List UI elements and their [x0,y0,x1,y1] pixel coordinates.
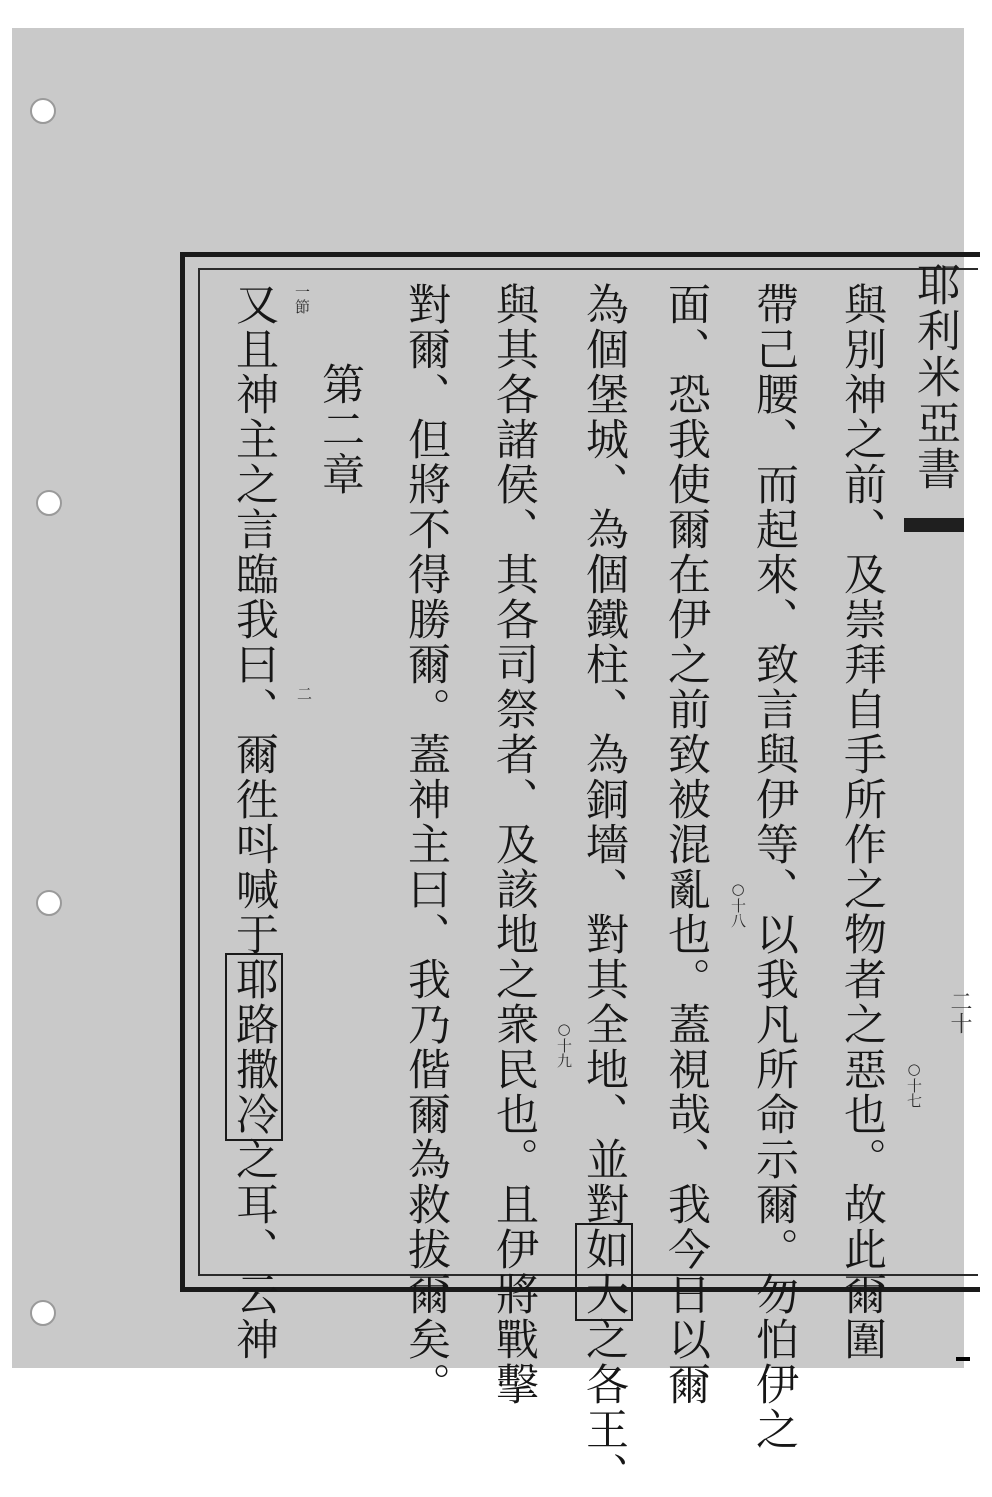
binder-hole [36,890,62,916]
text-column-8 [229,282,279,1362]
fishtail-mark [904,518,964,532]
verse-marker: ○十八 [729,880,747,928]
column-text: 與別神之前、及崇拜自手所作之物者之惡也。故此爾圍 [837,282,887,1362]
column-text: 面、恐我使爾在伊之前致被混亂也。蓋視哉、我今日以爾 [661,282,711,1407]
text-column-1 [837,282,887,1362]
text-column-2 [749,282,799,1452]
column-text: 帶己腰、而起來、致言與伊等、以我凡所命示爾。勿怕伊之 [749,282,799,1452]
binder-hole [30,98,56,124]
text-column-3 [661,282,711,1407]
verse-marker: ○十九 [555,1020,573,1068]
column-text: 之耳、云神 [229,1137,279,1362]
verse-marker: 二 [295,686,313,701]
chapter-title: 第二章 [315,362,365,497]
page-number: 二十 [947,990,972,1034]
text-column-5 [489,282,539,1407]
running-title: 耶利米亞書 [909,262,960,492]
verse-marker: ○十七 [905,1060,923,1108]
text-column-6 [401,282,451,1407]
boxed-place-name: 耶路撒冷 [229,957,279,1137]
binder-hole [30,1300,56,1326]
section-marker: 一節 [293,284,311,314]
column-text: 之各王、 [579,1317,629,1497]
column-text: 對爾、但將不得勝爾。蓋神主曰、我乃偕爾為救拔爾矣。 [401,282,451,1407]
boxed-place-name: 如大 [579,1227,629,1317]
text-column-4 [579,282,629,1497]
chapter-heading [315,362,365,497]
column-text: 為個堡城、為個鐵柱、為銅墻、對其全地、並對 [579,282,629,1227]
corner-mark [956,1357,970,1361]
column-text: 又且神主之言臨我曰、爾徃呌喊于 [229,282,279,957]
binder-hole [36,490,62,516]
column-text: 與其各諸侯、其各司祭者、及該地之衆民也。且伊將戰擊 [489,282,539,1407]
